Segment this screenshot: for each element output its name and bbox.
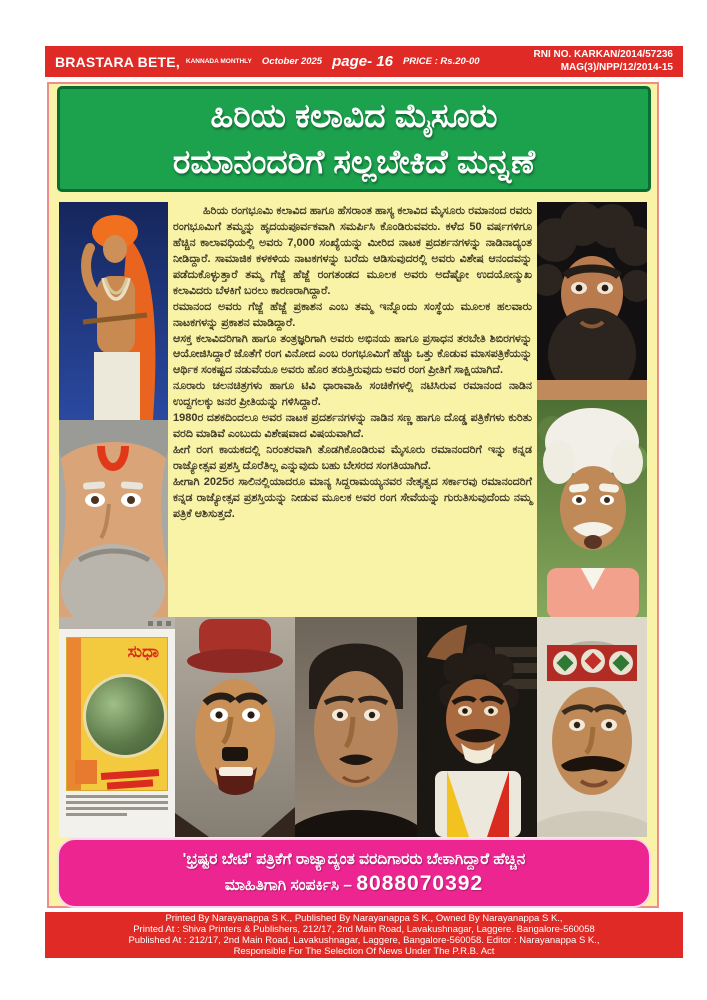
photo-sudha-magazine-scan xyxy=(59,617,175,837)
photo-chaplin-character xyxy=(175,617,295,837)
photo-laughing-scarf-man xyxy=(417,617,537,837)
issue-date: October 2025 xyxy=(261,56,323,67)
article-body xyxy=(168,202,537,620)
reporters-wanted-notice xyxy=(57,838,651,908)
notice-line2-text: ಮಾಹಿತಿಗಾಗಿ ಸಂಪರ್ಕಿಸಿ – xyxy=(224,876,357,894)
notice-line1: 'ಭ್ರಷ್ಟರ ಬೇಟೆ' ಪತ್ರಿಕೆಗೆ ರಾಜ್ಯಾದ್ಯಂತ ವರದಿಗಾರರು ಬೇಕಾಗಿದ್ದಾರೆ ಹೆಚ್ಚಿನ xyxy=(182,850,526,868)
sudha-title: ಸುಧಾ xyxy=(127,642,159,661)
photo-white-hair-oldman xyxy=(537,400,647,619)
photo-swami-costume xyxy=(59,202,168,420)
price-label: PRICE : Rs.20-00 xyxy=(402,56,480,67)
sudha-magazine-cover xyxy=(66,637,168,791)
article-paragraph: ಹಿರಿಯ ರಂಗಭೂಮಿ ಕಲಾವಿದ ಹಾಗೂ ಹೆಸರಾಂತ ಹಾಸ್ಯ ಕಲಾವಿದ ಮೈಸೂರು ರಮಾನಂದ ರವರು ರಂಗಭೂಮಿಗೆ ತಮ್ಮನ್ನು ಹೃದಯಪೂರ್ವಕವಾಗಿ ಸಮರ್ಪಿಸಿ ಕೊಂಡಿರುವವರು. ಕಳೆದ 50 ವರ್ಷಗಳಿಗೂ ಹೆಚ್ಚಿನ ಕಾಲಾವಧಿಯಲ್ಲಿ ಅವರು 7,000 ಸಂಖ್ಯೆಯನ್ನು ಮೀರಿದ ನಾಟಕ ಪ್ರದರ್ಶನಗಳನ್ನು ನಾಡಿನಾದ್ಯಂತ ನೀಡಿದ್ದಾರೆ. ಸಾಮಾಜಿಕ ಕಳಕಳಿಯ ನಾಟಕಗಳನ್ನು ಬರೆದು ಆಡಿಸುವುದರಲ್ಲಿ ಅವರು ವಿಶೇಷ ಆನಂದವನ್ನು ಪಡೆದುಕೊಳ್ಳುತ್ತಾರೆ ತಮ್ಮ ಗೆಜ್ಜೆ ಹೆಜ್ಜೆ ರಂಗತಂಡದ ಮೂಲಕ ಅವರು ಅದೆಷ್ಟೋ ಉದಯೋನ್ಮುಖ ಕಲಾವಿದರು ಬೆಳಕಿಗೆ ಬರಲು ಕಾರಣರಾಗಿದ್ದಾರೆ. xyxy=(173,205,532,297)
cover-red-text xyxy=(101,769,159,780)
imprint-line: Responsible For The Selection Of News Under The P.R.B. Act xyxy=(233,946,495,958)
cover-photo-circle xyxy=(83,674,167,758)
article-paragraph: ಹೀಗೆ ರಂಗ ಕಾಯಕದಲ್ಲಿ ನಿರಂತರವಾಗಿ ತೊಡಗಿಕೊಂಡಿರುವ ಮೈಸೂರು ರಮಾನಂದರಿಗೆ ಇನ್ನು ಕನ್ನಡ ರಾಜ್ಯೋತ್ಸವ ಪ್ರಶಸ್ತಿ ದೊರೆತಿಲ್ಲ ಎನ್ನುವುದು ಬಹು ಬೇಸರದ ಸಂಗತಿಯಾಗಿದೆ. xyxy=(173,444,532,472)
article-paragraph: 1980ರ ದಶಕದಿಂದಲೂ ಅವರ ನಾಟಕ ಪ್ರದರ್ಶನಗಳನ್ನು ನಾಡಿನ ಸಣ್ಣ ಹಾಗೂ ದೊಡ್ಡ ಪತ್ರಿಕೆಗಳು ಕುರಿತು ವರದಿ ಮಾಡಿವೆ ಎಂಬುದು ವಿಶೇಷವಾದ ವಿಷಯವಾಗಿದೆ. xyxy=(173,412,532,441)
rni-line2: MAG(3)/NPP/12/2014-15 xyxy=(560,61,673,73)
page-number: page- 16 xyxy=(332,53,393,70)
article-paragraph: ಆಸಕ್ತ ಕಲಾವಿದರಿಗಾಗಿ ಹಾಗೂ ತಂತ್ರಜ್ಞರಿಗಾಗಿ ಅವರು ಅಭಿನಯ ಹಾಗೂ ಪ್ರಸಾಧನ ತರಬೇತಿ ಶಿಬಿರಗಳನ್ನು ಆಯೋಜಿಸಿದ್ದಾರೆ ಜೊತೆಗೆ ರಂಗ ವಿನೋದ ಎಂಬ ರಂಗಭೂಮಿಗೆ ಹೆಚ್ಚು ಒತ್ತು ಕೊಡುವ ಮಾಸಪತ್ರಿಕೆಯನ್ನು ಆರ್ಥಿಕ ಸಂಕಷ್ಟದ ನಡುವೆಯೂ ಅವರು ಹೊರ ತರುತ್ತಿರುವುದು ಅವರ ರಂಗ ಪ್ರೀತಿಗೆ ಸಾಕ್ಷಿಯಾಗಿದೆ. xyxy=(173,332,532,377)
publication-title: BRASTARA BETE, xyxy=(55,53,180,70)
headline-line2: ರಮಾನಂದರಿಗೆ ಸಲ್ಲಬೇಕಿದೆ ಮನ್ನಣೆ xyxy=(172,143,536,180)
article-paragraph: ನೂರಾರು ಚಲನಚಿತ್ರಗಳು ಹಾಗೂ ಟಿವಿ ಧಾರಾವಾಹಿ ಸಂಚಿಕೆಗಳಲ್ಲಿ ನಟಿಸಿರುವ ರಮಾನಂದ ನಾಡಿನ ಉದ್ದಗಲಕ್ಕು ಜನರ ಪ್ರೀತಿಯನ್ನು ಗಳಿಸಿದ್ದಾರೆ. xyxy=(173,380,532,409)
masthead-bar xyxy=(45,46,683,77)
photo-plain-portrait xyxy=(295,617,417,837)
rni-line1: RNI NO. KARKAN/2014/57236 xyxy=(533,49,673,60)
headline-line1: ಹಿರಿಯ ಕಲಾವಿದ ಮೈಸೂರು xyxy=(210,97,498,135)
publication-subtitle: KANNADA MONTHLY xyxy=(185,58,252,65)
imprint-line: Published At : 212/17, 2nd Main Road, Lavakushnagar, Laggere, Bangalore-560058. Editor : Narayanappa S K., xyxy=(128,935,600,946)
photo-embroidered-cap-man xyxy=(537,617,647,837)
notice-line2 xyxy=(225,872,483,896)
scan-toolbar xyxy=(59,617,175,629)
photo-oldman-namam-makeup xyxy=(59,420,168,619)
photo-curly-beard-character xyxy=(537,202,647,400)
imprint-line: Printed By Narayanappa S K., Published By Narayanappa S K., Owned By Narayanappa S K., xyxy=(165,912,563,924)
cover-red-text xyxy=(107,779,153,789)
article-paragraph: ಹೀಗಾಗಿ 2025ರ ಸಾಲಿನಲ್ಲಿಯಾದರೂ ಮಾನ್ಯ ಸಿದ್ದರಾಮಯ್ಯನವರ ನೇತೃತ್ವದ ಸರ್ಕಾರವು ರಮಾನಂದರಿಗೆ ಕನ್ನಡ ರಾಜ್ಯೋತ್ಸವ ಪ್ರಶಸ್ತಿಯನ್ನು ನೀಡುವ ಮೂಲಕ ಅವರ ರಂಗ ಸೇವೆಯನ್ನು ಗುರುತಿಸುವುದೆಂದು ನಮ್ಮ ಪತ್ರಿಕೆ ಆಶಿಸುತ್ತದೆ. xyxy=(173,475,532,520)
imprint-line: Printed At : Shiva Printers & Publishers, 212/17, 2nd Main Road, Lavakushnagar, Laggere. Bangalore-560058 xyxy=(133,923,595,935)
content-frame xyxy=(47,82,659,908)
headline-banner xyxy=(57,86,651,192)
scan-caption-lines xyxy=(66,795,168,819)
cover-stamp xyxy=(75,760,97,784)
article-paragraph: ರಮಾನಂದ ಅವರು ಗೆಜ್ಜೆ ಹೆಜ್ಜೆ ಪ್ರಕಾಶನ ಎಂಬ ತಮ್ಮ ಇನ್ನೊಂದು ಸಂಸ್ಥೆಯ ಮೂಲಕ ಹಲವಾರು ನಾಟಕಗಳನ್ನು ಪ್ರಕಾಶನ ಮಾಡಿದ್ದಾರೆ. xyxy=(173,300,532,329)
rni-registration xyxy=(534,49,674,74)
contact-phone-number: 8088070392 xyxy=(356,871,484,895)
imprint-bar xyxy=(45,912,683,958)
